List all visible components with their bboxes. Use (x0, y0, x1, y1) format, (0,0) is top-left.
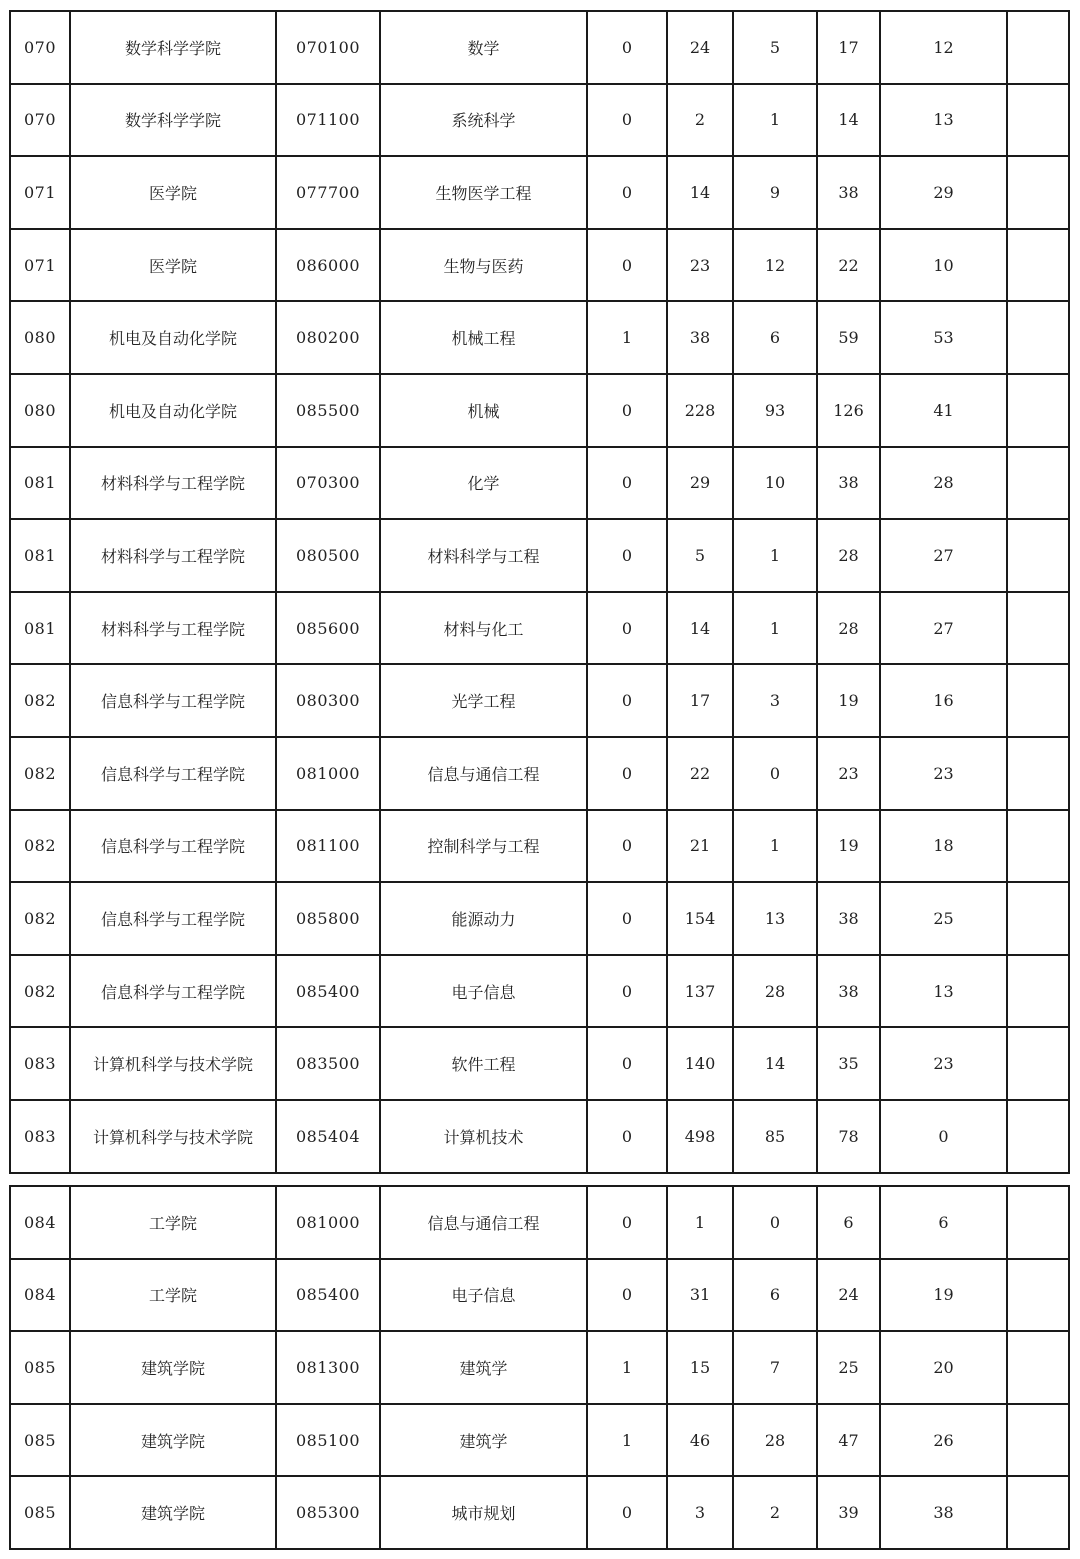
table-row (10, 882, 1069, 955)
table-body-lower (10, 1186, 1069, 1549)
value-cell-5: 25 (880, 882, 1007, 955)
value-cell-3: 14 (733, 1027, 817, 1100)
value-cell-4: 78 (817, 1100, 880, 1173)
value-cell-2: 23 (667, 229, 733, 302)
major-name-cell: 城市规划 (380, 1476, 587, 1549)
value-cell-1: 0 (587, 11, 667, 84)
value-cell-5: 41 (880, 374, 1007, 447)
major-code-cell: 083500 (276, 1027, 380, 1100)
dept-name-cell: 信息科学与工程学院 (70, 737, 276, 810)
value-cell-4: 25 (817, 1331, 880, 1404)
value-cell-1: 1 (587, 301, 667, 374)
value-cell-1: 0 (587, 1476, 667, 1549)
major-name-cell: 信息与通信工程 (380, 1186, 587, 1259)
value-cell-1: 0 (587, 374, 667, 447)
dept-name-cell: 建筑学院 (70, 1476, 276, 1549)
dept-code-cell: 083 (10, 1100, 70, 1173)
table-row (10, 447, 1069, 520)
value-cell-1: 0 (587, 955, 667, 1028)
major-code-cell: 070100 (276, 11, 380, 84)
value-cell-3: 0 (733, 737, 817, 810)
value-cell-3: 9 (733, 156, 817, 229)
value-cell-5: 20 (880, 1331, 1007, 1404)
dept-code-cell: 085 (10, 1476, 70, 1549)
value-cell-2: 2 (667, 84, 733, 157)
admissions-table-lower (9, 1185, 1070, 1550)
table-row (10, 11, 1069, 84)
value-cell-2: 38 (667, 301, 733, 374)
table-row (10, 1259, 1069, 1332)
major-name-cell: 建筑学 (380, 1331, 587, 1404)
value-cell-2: 21 (667, 810, 733, 883)
value-cell-6 (1007, 84, 1069, 157)
value-cell-5: 10 (880, 229, 1007, 302)
value-cell-4: 38 (817, 955, 880, 1028)
value-cell-5: 29 (880, 156, 1007, 229)
value-cell-2: 22 (667, 737, 733, 810)
dept-name-cell: 医学院 (70, 156, 276, 229)
value-cell-5: 6 (880, 1186, 1007, 1259)
value-cell-5: 23 (880, 737, 1007, 810)
value-cell-6 (1007, 810, 1069, 883)
value-cell-3: 12 (733, 229, 817, 302)
value-cell-5: 18 (880, 810, 1007, 883)
table-row (10, 592, 1069, 665)
major-code-cell: 081100 (276, 810, 380, 883)
value-cell-2: 46 (667, 1404, 733, 1477)
value-cell-2: 15 (667, 1331, 733, 1404)
major-code-cell: 081000 (276, 1186, 380, 1259)
value-cell-1: 0 (587, 1027, 667, 1100)
value-cell-2: 24 (667, 11, 733, 84)
value-cell-2: 14 (667, 592, 733, 665)
dept-code-cell: 082 (10, 955, 70, 1028)
table-row (10, 1027, 1069, 1100)
major-code-cell: 085100 (276, 1404, 380, 1477)
dept-name-cell: 材料科学与工程学院 (70, 592, 276, 665)
value-cell-4: 14 (817, 84, 880, 157)
dept-code-cell: 070 (10, 84, 70, 157)
dept-code-cell: 085 (10, 1404, 70, 1477)
value-cell-5: 38 (880, 1476, 1007, 1549)
value-cell-4: 28 (817, 519, 880, 592)
major-name-cell: 材料科学与工程 (380, 519, 587, 592)
dept-code-cell: 071 (10, 229, 70, 302)
dept-name-cell: 材料科学与工程学院 (70, 447, 276, 520)
dept-code-cell: 084 (10, 1259, 70, 1332)
value-cell-1: 0 (587, 664, 667, 737)
major-code-cell: 081300 (276, 1331, 380, 1404)
value-cell-4: 39 (817, 1476, 880, 1549)
dept-name-cell: 机电及自动化学院 (70, 374, 276, 447)
value-cell-3: 6 (733, 301, 817, 374)
value-cell-6 (1007, 592, 1069, 665)
major-code-cell: 085400 (276, 1259, 380, 1332)
value-cell-2: 1 (667, 1186, 733, 1259)
value-cell-2: 29 (667, 447, 733, 520)
table-row (10, 810, 1069, 883)
admissions-table-upper (9, 10, 1070, 1174)
value-cell-5: 26 (880, 1404, 1007, 1477)
value-cell-2: 31 (667, 1259, 733, 1332)
value-cell-6 (1007, 737, 1069, 810)
value-cell-6 (1007, 1186, 1069, 1259)
value-cell-1: 1 (587, 1331, 667, 1404)
dept-code-cell: 081 (10, 519, 70, 592)
dept-name-cell: 计算机科学与技术学院 (70, 1100, 276, 1173)
major-name-cell: 材料与化工 (380, 592, 587, 665)
value-cell-5: 19 (880, 1259, 1007, 1332)
dept-name-cell: 医学院 (70, 229, 276, 302)
major-name-cell: 计算机技术 (380, 1100, 587, 1173)
major-name-cell: 生物与医药 (380, 229, 587, 302)
value-cell-6 (1007, 156, 1069, 229)
dept-code-cell: 080 (10, 374, 70, 447)
major-name-cell: 光学工程 (380, 664, 587, 737)
value-cell-1: 1 (587, 1404, 667, 1477)
value-cell-6 (1007, 1476, 1069, 1549)
dept-code-cell: 082 (10, 810, 70, 883)
major-name-cell: 电子信息 (380, 955, 587, 1028)
value-cell-6 (1007, 1331, 1069, 1404)
dept-code-cell: 082 (10, 882, 70, 955)
table-row (10, 737, 1069, 810)
dept-name-cell: 信息科学与工程学院 (70, 664, 276, 737)
value-cell-6 (1007, 301, 1069, 374)
value-cell-3: 1 (733, 810, 817, 883)
value-cell-5: 23 (880, 1027, 1007, 1100)
value-cell-1: 0 (587, 810, 667, 883)
dept-name-cell: 工学院 (70, 1259, 276, 1332)
value-cell-5: 53 (880, 301, 1007, 374)
value-cell-6 (1007, 955, 1069, 1028)
value-cell-2: 154 (667, 882, 733, 955)
value-cell-4: 22 (817, 229, 880, 302)
dept-name-cell: 建筑学院 (70, 1331, 276, 1404)
value-cell-4: 24 (817, 1259, 880, 1332)
dept-name-cell: 工学院 (70, 1186, 276, 1259)
major-code-cell: 085400 (276, 955, 380, 1028)
value-cell-5: 28 (880, 447, 1007, 520)
dept-code-cell: 081 (10, 447, 70, 520)
value-cell-6 (1007, 882, 1069, 955)
table-row (10, 955, 1069, 1028)
value-cell-1: 0 (587, 1100, 667, 1173)
value-cell-6 (1007, 11, 1069, 84)
major-name-cell: 软件工程 (380, 1027, 587, 1100)
dept-name-cell: 信息科学与工程学院 (70, 810, 276, 883)
value-cell-4: 38 (817, 882, 880, 955)
dept-code-cell: 081 (10, 592, 70, 665)
value-cell-3: 5 (733, 11, 817, 84)
major-name-cell: 电子信息 (380, 1259, 587, 1332)
table-row (10, 1404, 1069, 1477)
dept-name-cell: 数学科学学院 (70, 84, 276, 157)
major-name-cell: 系统科学 (380, 84, 587, 157)
major-code-cell: 077700 (276, 156, 380, 229)
major-name-cell: 信息与通信工程 (380, 737, 587, 810)
value-cell-1: 0 (587, 882, 667, 955)
table-row (10, 301, 1069, 374)
table-row (10, 84, 1069, 157)
dept-code-cell: 080 (10, 301, 70, 374)
value-cell-2: 498 (667, 1100, 733, 1173)
value-cell-4: 126 (817, 374, 880, 447)
value-cell-1: 0 (587, 592, 667, 665)
value-cell-4: 35 (817, 1027, 880, 1100)
dept-code-cell: 085 (10, 1331, 70, 1404)
value-cell-3: 6 (733, 1259, 817, 1332)
value-cell-3: 10 (733, 447, 817, 520)
table-row (10, 664, 1069, 737)
value-cell-3: 1 (733, 592, 817, 665)
value-cell-1: 0 (587, 447, 667, 520)
major-name-cell: 化学 (380, 447, 587, 520)
value-cell-4: 19 (817, 664, 880, 737)
value-cell-3: 2 (733, 1476, 817, 1549)
major-code-cell: 071100 (276, 84, 380, 157)
dept-name-cell: 机电及自动化学院 (70, 301, 276, 374)
value-cell-3: 28 (733, 955, 817, 1028)
value-cell-1: 0 (587, 737, 667, 810)
value-cell-2: 14 (667, 156, 733, 229)
value-cell-4: 23 (817, 737, 880, 810)
table-row (10, 229, 1069, 302)
major-name-cell: 生物医学工程 (380, 156, 587, 229)
value-cell-6 (1007, 1100, 1069, 1173)
value-cell-6 (1007, 664, 1069, 737)
dept-code-cell: 071 (10, 156, 70, 229)
value-cell-4: 38 (817, 156, 880, 229)
value-cell-3: 13 (733, 882, 817, 955)
major-code-cell: 085404 (276, 1100, 380, 1173)
major-code-cell: 085600 (276, 592, 380, 665)
major-code-cell: 085800 (276, 882, 380, 955)
value-cell-4: 28 (817, 592, 880, 665)
dept-name-cell: 建筑学院 (70, 1404, 276, 1477)
value-cell-3: 0 (733, 1186, 817, 1259)
value-cell-1: 0 (587, 1186, 667, 1259)
value-cell-5: 16 (880, 664, 1007, 737)
value-cell-6 (1007, 374, 1069, 447)
major-code-cell: 086000 (276, 229, 380, 302)
major-code-cell: 085300 (276, 1476, 380, 1549)
value-cell-6 (1007, 1027, 1069, 1100)
value-cell-6 (1007, 447, 1069, 520)
value-cell-5: 0 (880, 1100, 1007, 1173)
value-cell-2: 17 (667, 664, 733, 737)
value-cell-3: 7 (733, 1331, 817, 1404)
value-cell-6 (1007, 519, 1069, 592)
value-cell-6 (1007, 229, 1069, 302)
major-name-cell: 能源动力 (380, 882, 587, 955)
value-cell-1: 0 (587, 1259, 667, 1332)
major-name-cell: 建筑学 (380, 1404, 587, 1477)
dept-code-cell: 070 (10, 11, 70, 84)
value-cell-4: 17 (817, 11, 880, 84)
value-cell-5: 12 (880, 11, 1007, 84)
dept-code-cell: 084 (10, 1186, 70, 1259)
major-name-cell: 机械工程 (380, 301, 587, 374)
major-name-cell: 数学 (380, 11, 587, 84)
value-cell-3: 28 (733, 1404, 817, 1477)
value-cell-3: 85 (733, 1100, 817, 1173)
major-name-cell: 机械 (380, 374, 587, 447)
dept-name-cell: 信息科学与工程学院 (70, 955, 276, 1028)
value-cell-2: 137 (667, 955, 733, 1028)
table-separator (9, 1174, 1068, 1185)
major-code-cell: 080300 (276, 664, 380, 737)
major-code-cell: 085500 (276, 374, 380, 447)
major-code-cell: 070300 (276, 447, 380, 520)
value-cell-6 (1007, 1259, 1069, 1332)
value-cell-5: 27 (880, 592, 1007, 665)
value-cell-3: 1 (733, 84, 817, 157)
value-cell-4: 59 (817, 301, 880, 374)
value-cell-1: 0 (587, 229, 667, 302)
major-code-cell: 080500 (276, 519, 380, 592)
value-cell-5: 13 (880, 955, 1007, 1028)
value-cell-2: 140 (667, 1027, 733, 1100)
value-cell-5: 13 (880, 84, 1007, 157)
table-body-upper (10, 11, 1069, 1173)
dept-code-cell: 082 (10, 737, 70, 810)
value-cell-1: 0 (587, 156, 667, 229)
value-cell-5: 27 (880, 519, 1007, 592)
table-row (10, 1186, 1069, 1259)
table-row (10, 519, 1069, 592)
value-cell-2: 5 (667, 519, 733, 592)
value-cell-1: 0 (587, 84, 667, 157)
dept-name-cell: 信息科学与工程学院 (70, 882, 276, 955)
table-row (10, 1100, 1069, 1173)
value-cell-4: 6 (817, 1186, 880, 1259)
value-cell-3: 93 (733, 374, 817, 447)
value-cell-6 (1007, 1404, 1069, 1477)
major-code-cell: 080200 (276, 301, 380, 374)
value-cell-3: 1 (733, 519, 817, 592)
table-row (10, 156, 1069, 229)
major-name-cell: 控制科学与工程 (380, 810, 587, 883)
value-cell-2: 228 (667, 374, 733, 447)
value-cell-4: 38 (817, 447, 880, 520)
dept-name-cell: 材料科学与工程学院 (70, 519, 276, 592)
table-row (10, 1331, 1069, 1404)
value-cell-4: 47 (817, 1404, 880, 1477)
value-cell-4: 19 (817, 810, 880, 883)
dept-name-cell: 数学科学学院 (70, 11, 276, 84)
dept-code-cell: 083 (10, 1027, 70, 1100)
value-cell-2: 3 (667, 1476, 733, 1549)
dept-code-cell: 082 (10, 664, 70, 737)
dept-name-cell: 计算机科学与技术学院 (70, 1027, 276, 1100)
value-cell-1: 0 (587, 519, 667, 592)
major-code-cell: 081000 (276, 737, 380, 810)
table-row (10, 1476, 1069, 1549)
value-cell-3: 3 (733, 664, 817, 737)
table-row (10, 374, 1069, 447)
